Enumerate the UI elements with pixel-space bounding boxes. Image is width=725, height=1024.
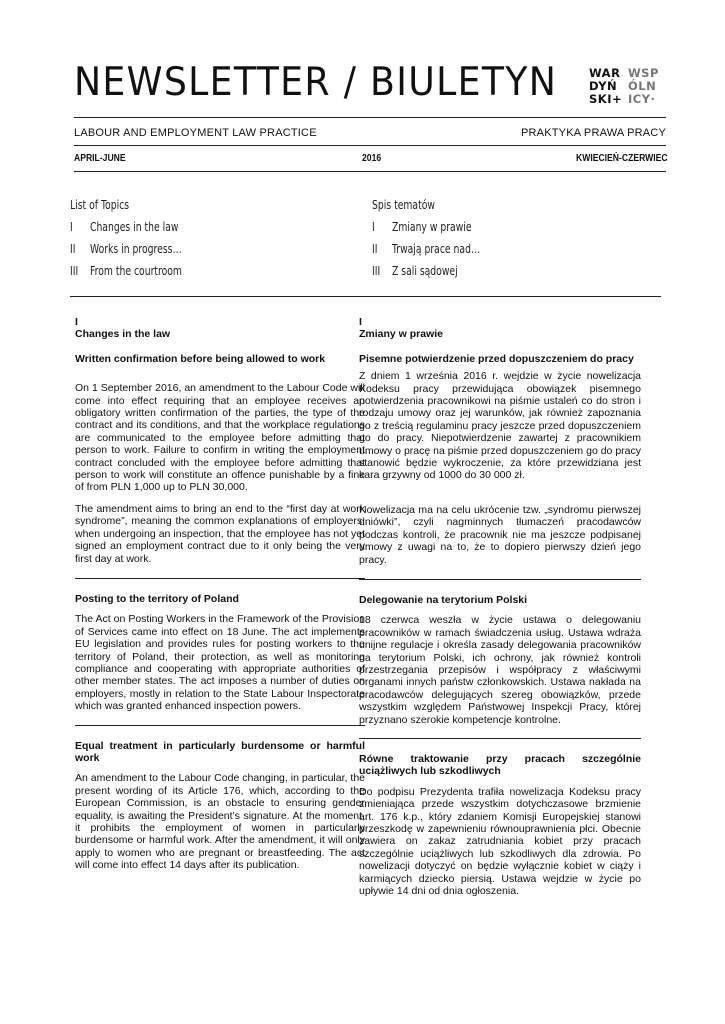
issue-year: 2016 [362,153,382,164]
article-divider [75,725,365,726]
section-title: Changes in the law [75,328,171,341]
article-divider [75,578,365,579]
article-title: Pisemne potwierdzenie przed dopuszczeniem do pracy [359,352,634,365]
logo-line: ÓLN [628,79,657,93]
article-paragraph: Do podpisu Prezydenta trafiła nowelizacja Kodeksu pracy zmieniająca przede wszystkim dotychczasowe brzmienie art. 176 k.p., który zdaniem Komisji Europejskiej stanowi przeszkodę w zapewnieniu równouprawnienia płci. Obecnie zawiera on zakaz zatrudniania kobiet przy pracach szczególnie uciążliwych lub szkodliwych dla zdrowia. Po nowelizacji dotyczyć on będzie wyłącznie kobiet w ciąży i karmiących dziecko piersią. Ustawa wejdzie w życie po upływie 14 dni od dnia ogłoszenia. [359,785,641,898]
article-paragraph: The amendment aims to bring an end to the “first day at work syndrome”, meaning the common explanations of employers, when undergoing an inspection, that the employee has not yet signed an employment contract due to it only being the very first day at work. [75,502,365,565]
article-divider [359,738,641,739]
article-title: Equal treatment in particularly burdensome or harmful work [75,739,365,764]
topic-number: I [372,219,375,234]
article-paragraph: An amendment to the Labour Code changing, in particular, the present wording of its Article 176, which, according to the European Commission, is an obstacle to ensuring gender equality, is awaiting the President’s signature. At the moment, it prohibits the employment of women in particularly burdensome or harmful work. After the amendment, it will only apply to women who are pregnant or breastfeeding. The act will come into effect 14 days after its publication. [75,772,365,872]
issue-period-pl: KWIECIEŃ-CZERWIEC [576,153,668,164]
article-paragraph: Nowelizacja ma na celu ukrócenie tzw. „syndromu pierwszej dniówki”, czyli nagminnych tłumaczeń pracodawców podczas kontroli, że pracownik nie ma jeszcze podpisanej umowy z uwagi na to, że to dopiero pierwszy dzień jego pracy. [359,503,641,566]
topic-item[interactable] [372,219,480,241]
topic-label: Zmiany w prawie [391,219,472,234]
column-english [75,316,365,872]
article-title: Równe traktowanie przy pracach szczególnie uciążliwych lub szkodliwych [359,752,641,778]
topic-item[interactable] [70,241,182,263]
topic-label: Changes in the law [89,219,179,234]
article-divider [359,579,641,580]
firm-logo [589,67,669,109]
topics-list-pl [372,197,480,285]
practice-name-pl: PRAKTYKA PRAWA PRACY [520,127,666,139]
logo-line: DYŃ [589,79,618,93]
topic-number: I [70,219,73,234]
topic-item[interactable] [372,241,480,263]
topics-list-en [70,197,182,285]
subtitle-rule [74,145,666,146]
section-title: Zmiany w prawie [359,328,444,341]
article-title: Posting to the territory of Poland [75,592,239,605]
topic-item[interactable] [70,219,182,241]
masthead-rule [74,117,666,118]
logo-line: ICY· [628,92,656,106]
article-title: Delegowanie na terytorium Polski [359,593,528,606]
date-rule [74,171,666,172]
topics-heading: Spis tematów [372,197,435,212]
logo-right-block [628,67,659,106]
article-paragraph: Z dniem 1 września 2016 r. wejdzie w życie nowelizacja Kodeksu pracy przewidująca obowiązek pisemnego potwierdzenia pracownikowi na piśmie ustaleń co do stron i rodzaju umowy oraz jej warunków, jak również zapoznania go z treścią regulaminu pracy jeszcze przed dopuszczeniem go do pracy. Niepotwierdzenie zawartej z pracownikiem umowy o pracę na piśmie przed dopuszczeniem go do pracy stanowić będzie wykroczenie, za które przewidziana jest kara grzywny od 1000 do 30 000 zł. [359,370,641,482]
article-paragraph: The Act on Posting Workers in the Framework of the Provision of Services came into effect on 18 June. The act implements EU legislation and provides rules for posting workers to the territory of Poland, their protection, as well as monitoring compliance and cooperating with appropriate authorities of other member states. The act imposes a number of duties on employers, mostly in relation to the State Labour Inspectorate which was granted enhanced inspection powers. [75,613,365,713]
logo-line: WSP [628,66,659,80]
article-title: Written confirmation before being allowed to work [75,352,326,365]
topic-label: From the courtroom [89,263,182,278]
article-paragraph: On 1 September 2016, an amendment to the Labour Code will come into effect requiring that an employee receives an obligatory written confirmation of the parties, the type of the contract and its conditions, and that the workplace regulations are communicated to the employee before admitting that person to work. Failure to confirm in writing the employment contract concluded with the employee before admitting that person to work will constitute an offence punishable by a fine of from PLN 1,000 up to PLN 30,000. [75,382,365,494]
topic-label: Z sali sądowej [391,263,458,278]
topic-number: III [70,263,79,278]
issue-period-en: APRIL-JUNE [74,153,126,164]
topic-label: Works in progress… [89,241,182,256]
topics-rule [70,296,661,297]
masthead-title: NEWSLETTER / BIULETYN [74,60,558,105]
topic-item[interactable] [372,263,480,285]
topic-item[interactable] [70,263,182,285]
practice-name-en: LABOUR AND EMPLOYMENT LAW PRACTICE [74,127,317,139]
topics-heading: List of Topics [70,197,130,212]
logo-line: WAR [589,66,621,80]
section-number: I [75,316,78,328]
logo-left-block [589,67,622,106]
topic-number: II [70,241,76,256]
article-paragraph: 18 czerwca weszła w życie ustawa o delegowaniu pracowników w ramach świadczenia usług. Ustawa wdraża unijne regulacje i określa zasady delegowania pracowników na terytorium Polski, ich ochrony, jak również kontroli przestrzegania przepisów i współpracy z właściwymi organami innych państw członkowskich. Ustawa nakłada na pracodawców delegujących szereg obowiązków, przede wszystkim względem Państwowej Inspekcji Pracy, której przyznano szerokie kompetencje kontrolne. [359,614,641,726]
logo-line: SKI+ [589,92,623,106]
topic-number: III [372,263,381,278]
topic-label: Trwają prace nad… [391,241,481,256]
column-polish [359,316,641,897]
section-number: I [359,316,362,328]
topic-number: II [372,241,378,256]
